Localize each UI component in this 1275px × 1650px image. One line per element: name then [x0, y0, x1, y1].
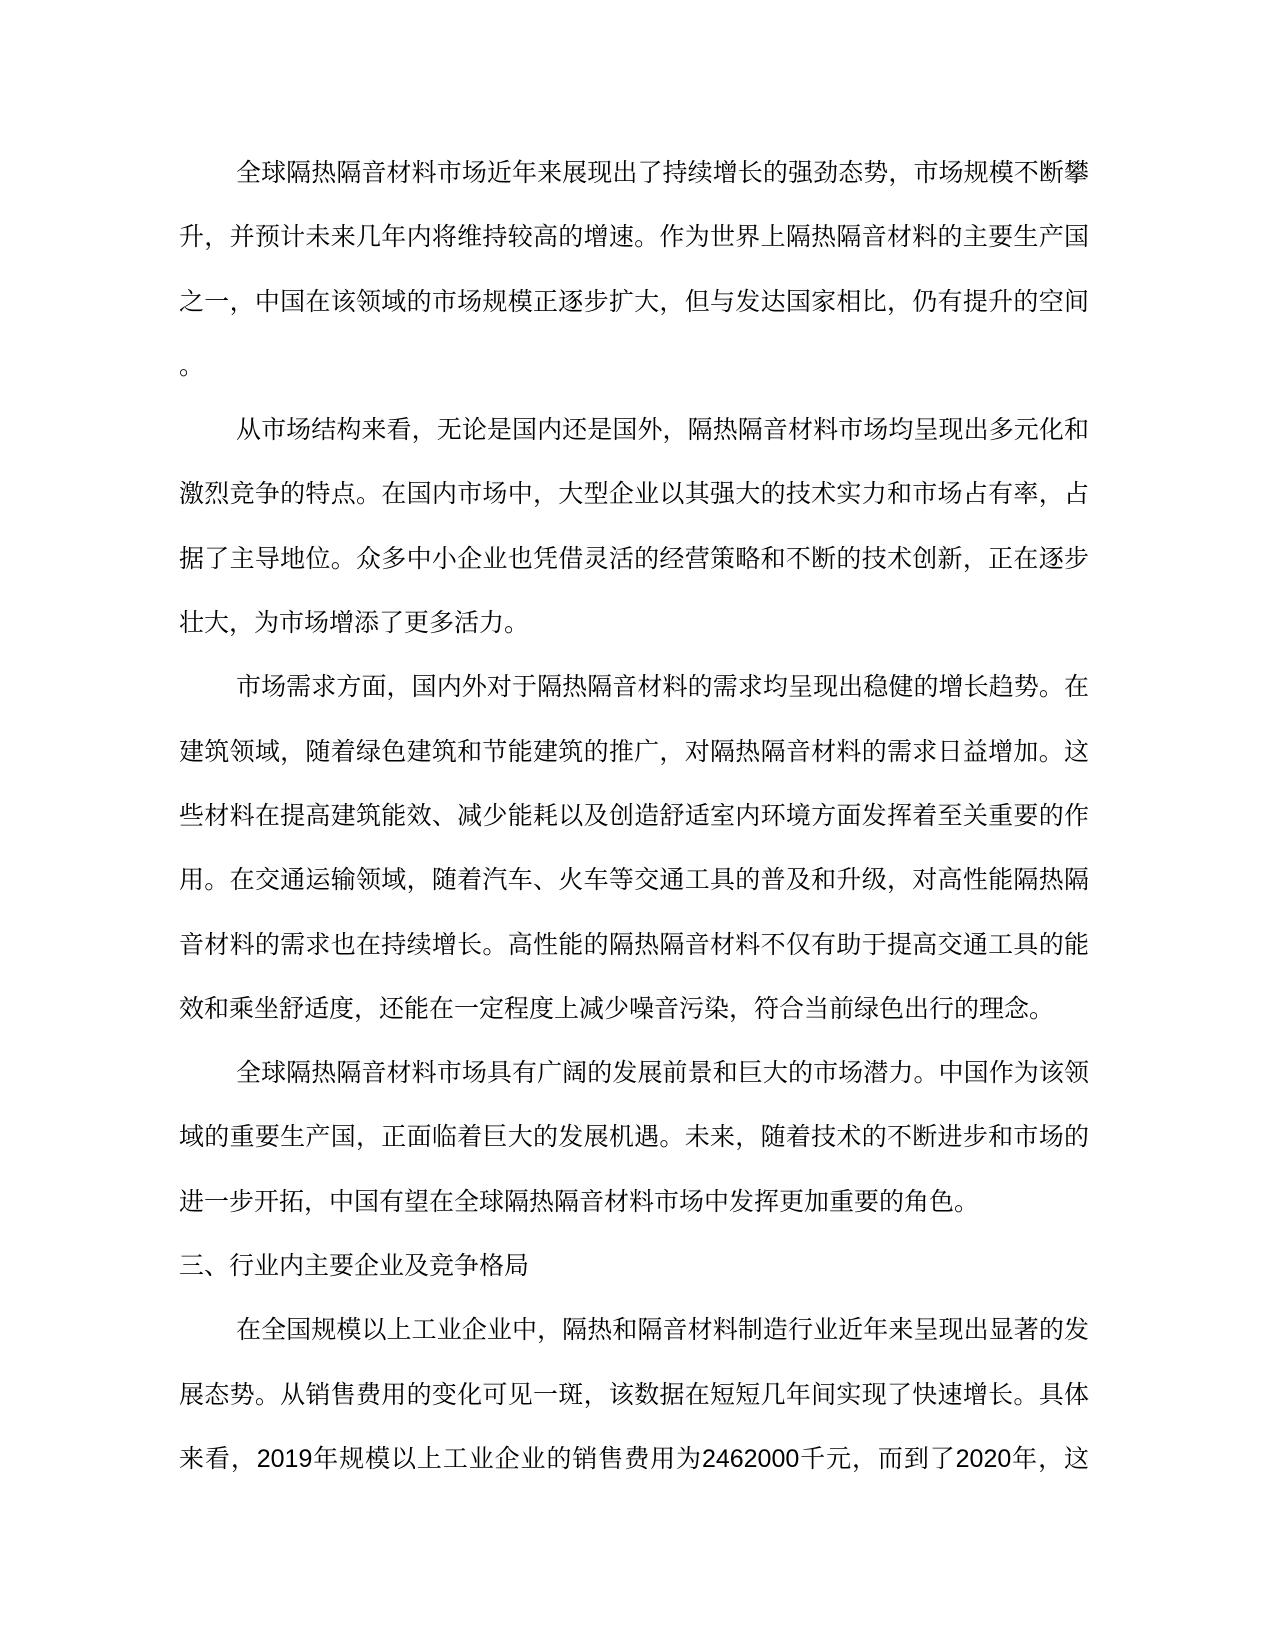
text-line: 升，并预计未来几年内将维持较高的增速。作为世界上隔热隔音材料的主要生产国: [179, 223, 1089, 252]
text-line: 域的重要生产国，正面临着巨大的发展机遇。未来，随着技术的不断进步和市场的: [179, 1123, 1089, 1152]
text-line: 壮大，为市场增添了更多活力。: [179, 609, 530, 638]
document-text: [179, 141, 1089, 1491]
text-line: 据了主导地位。众多中小企业也凭借灵活的经营策略和不断的技术创新，正在逐步: [179, 544, 1089, 573]
text-line: 些材料在提高建筑能效、减少能耗以及创造舒适室内环境方面发挥着至关重要的作: [179, 801, 1089, 830]
text-line: 之一，中国在该领域的市场规模正逐步扩大，但与发达国家相比，仍有提升的空间: [179, 287, 1089, 316]
text-line: 。: [179, 351, 205, 380]
text-line: 展态势。从销售费用的变化可见一斑，该数据在短短几年间实现了快速增长。具体: [179, 1380, 1089, 1409]
section-heading-competition: [179, 1234, 1089, 1298]
text-line: 市场需求方面，国内外对于隔热隔音材料的需求均呈现出稳健的增长趋势。在: [236, 673, 1089, 702]
text-line: 进一步开拓，中国有望在全球隔热隔音材料市场中发挥更加重要的角色。: [179, 1187, 980, 1216]
text-line: 全球隔热隔音材料市场具有广阔的发展前景和巨大的市场潜力。中国作为该领: [236, 1059, 1089, 1088]
text-line: 激烈竞争的特点。在国内市场中，大型企业以其强大的技术实力和市场占有率，占: [179, 480, 1089, 509]
text-line: 在全国规模以上工业企业中，隔热和隔音材料制造行业近年来呈现出显著的发: [236, 1316, 1089, 1345]
text-line: 音材料的需求也在持续增长。高性能的隔热隔音材料不仅有助于提高交通工具的能: [179, 930, 1089, 959]
text-line: 来看，2019年规模以上工业企业的销售费用为2462000千元，而到了2020年，这: [179, 1444, 1089, 1473]
paragraph-global-market-growth: [179, 141, 1089, 398]
text-line: 建筑领域，随着绿色建筑和节能建筑的推广，对隔热隔音材料的需求日益增加。这: [179, 737, 1089, 766]
paragraph-market-demand: [179, 655, 1089, 1041]
paragraph-market-structure: [179, 398, 1089, 655]
text-line: 用。在交通运输领域，随着汽车、火车等交通工具的普及和升级，对高性能隔热隔: [179, 866, 1089, 895]
section-heading-text: 三、行业内主要企业及竞争格局: [179, 1252, 530, 1281]
text-line: 从市场结构来看，无论是国内还是国外，隔热隔音材料市场均呈现出多元化和: [236, 416, 1089, 445]
text-line: 全球隔热隔音材料市场近年来展现出了持续增长的强劲态势，市场规模不断攀: [236, 159, 1089, 187]
paragraph-market-outlook: [179, 1041, 1089, 1234]
text-line: 效和乘坐舒适度，还能在一定程度上减少噪音污染，符合当前绿色出行的理念。: [179, 994, 1055, 1023]
paragraph-industry-enterprises: [179, 1298, 1089, 1491]
